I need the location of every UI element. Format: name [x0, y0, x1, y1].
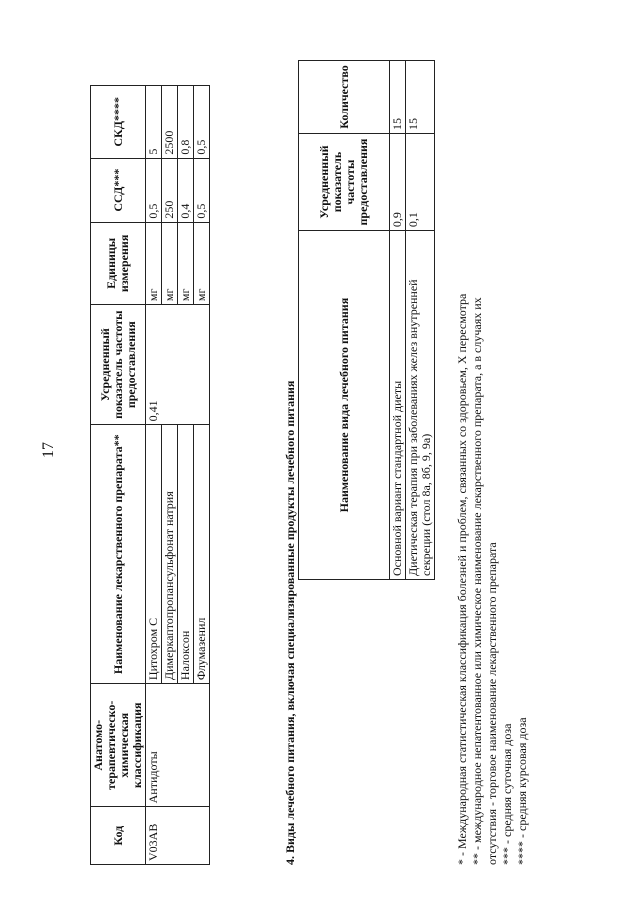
header-quantity: Количество — [299, 61, 390, 134]
header-atc: Анатомо-терапевтическо-химическая классификация — [91, 684, 146, 807]
footnote: *** - средняя суточная доза — [500, 723, 514, 865]
section-title: 4. Виды лечебного питания, включая специализированные продукты лечебного питания — [283, 380, 297, 865]
nutrition-frequency: 0,1 — [406, 133, 435, 230]
drug-unit: мг — [162, 222, 178, 304]
drug-name: Димеркаптопропансульфонат натрия — [162, 425, 178, 684]
drug-ssd: 0,5 — [146, 158, 162, 222]
header-frequency: Усредненный показатель частоты предоставления — [299, 133, 390, 230]
drug-name: Цитохром С — [146, 425, 162, 684]
header-unit: Единицы измерения — [91, 222, 146, 304]
footnote: отсутствия - торговое наименование лекарственного препарата — [485, 542, 499, 865]
table-row — [390, 61, 406, 580]
header-frequency: Усредненный показатель частоты предоставления — [91, 305, 146, 425]
header-nutrition-name: Наименование вида лечебного питания — [299, 231, 390, 580]
drug-name: Флумазенил — [194, 425, 210, 684]
group-atc: Антидоты — [146, 684, 210, 807]
drug-unit: мг — [194, 222, 210, 304]
table-row — [406, 61, 435, 580]
header-code: Код — [91, 807, 146, 865]
nutrition-quantity: 15 — [406, 61, 435, 134]
header-ssd: ССД*** — [91, 158, 146, 222]
drug-skd: 5 — [146, 86, 162, 159]
drug-unit: мг — [146, 222, 162, 304]
drug-skd: 2500 — [162, 86, 178, 159]
drug-skd: 0,8 — [178, 86, 194, 159]
nutrition-table-header — [299, 61, 390, 580]
page-number: 17 — [40, 442, 57, 458]
group-frequency: 0,41 — [146, 305, 210, 425]
nutrition-quantity: 15 — [390, 61, 406, 134]
drug-skd: 0,5 — [194, 86, 210, 159]
group-code: V03AB — [146, 807, 210, 865]
header-skd: СКД**** — [91, 86, 146, 159]
footnote: * - Международная статистическая классификация болезней и проблем, связанных со здоровьем, X пересмотра — [455, 293, 469, 865]
nutrition-name: Основной вариант стандартной диеты — [390, 231, 406, 580]
drug-unit: мг — [178, 222, 194, 304]
nutrition-name: Диетическая терапия при заболеваниях желез внутренней секреции (стол 8а, 8б, 9, 9а) — [406, 231, 435, 580]
drug-table — [90, 85, 210, 865]
footnote: **** - средняя курсовая доза — [515, 717, 529, 865]
drug-ssd: 0,4 — [178, 158, 194, 222]
drug-ssd: 250 — [162, 158, 178, 222]
footnote: ** - международное непатентованное или химическое наименование лекарственного препарата, а в случаях их — [470, 297, 484, 865]
drug-name: Налоксон — [178, 425, 194, 684]
footnotes — [455, 145, 530, 865]
nutrition-table — [298, 60, 435, 580]
drug-table-header — [91, 86, 146, 865]
drug-ssd: 0,5 — [194, 158, 210, 222]
header-drug-name: Наименование лекарственного препарата** — [91, 425, 146, 684]
nutrition-frequency: 0,9 — [390, 133, 406, 230]
table-row — [146, 86, 162, 865]
